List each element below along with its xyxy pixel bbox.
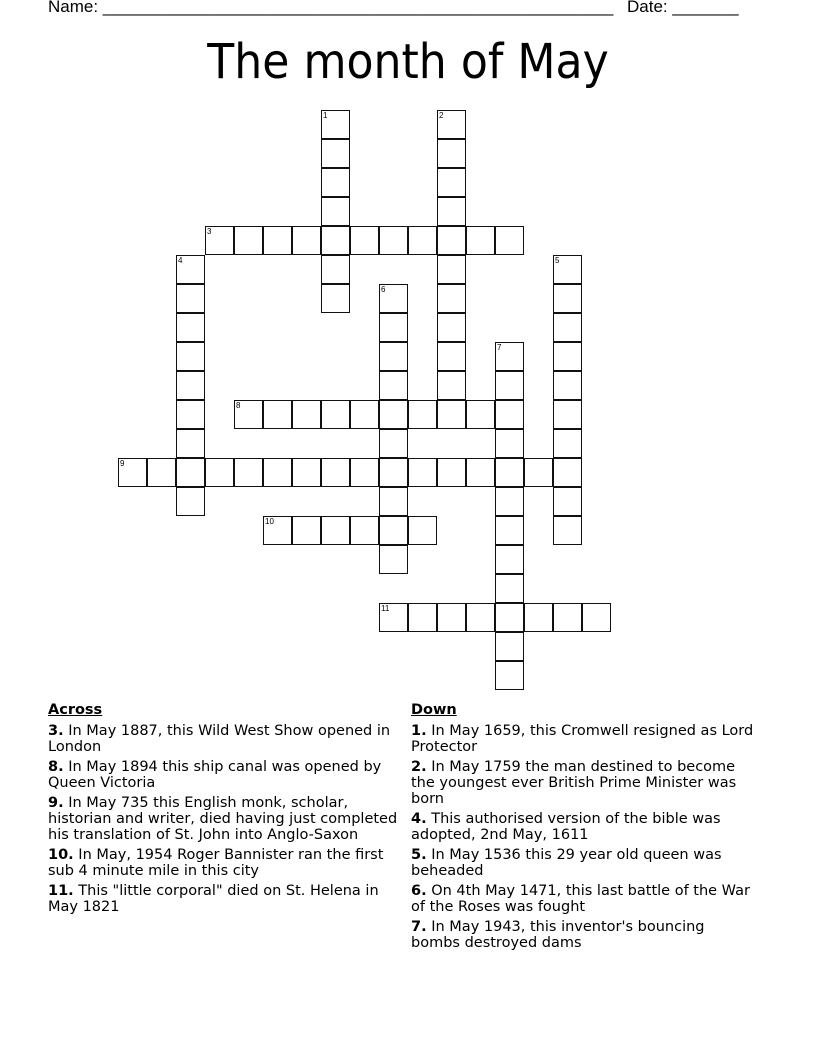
grid-cell[interactable] xyxy=(437,110,466,139)
grid-cell[interactable] xyxy=(321,226,350,255)
clue-across-9 xyxy=(48,795,398,843)
grid-cell[interactable] xyxy=(553,516,582,545)
grid-cell[interactable] xyxy=(437,139,466,168)
clue-number: 4. xyxy=(411,811,427,827)
cell-number: 1 xyxy=(323,111,328,120)
grid-cell[interactable] xyxy=(495,226,524,255)
across-heading: Across xyxy=(48,702,103,718)
cell-number: 3 xyxy=(207,227,212,236)
cell-number: 7 xyxy=(497,343,502,352)
cell-number: 2 xyxy=(439,111,444,120)
grid-cell[interactable] xyxy=(321,255,350,284)
grid-cell[interactable] xyxy=(118,458,147,487)
grid-cell[interactable] xyxy=(321,110,350,139)
grid-cell[interactable] xyxy=(582,603,611,632)
grid-cell[interactable] xyxy=(524,603,553,632)
grid-cell[interactable] xyxy=(437,168,466,197)
grid-cell[interactable] xyxy=(234,226,263,255)
clue-text: In May 735 this English monk, scholar, historian and writer, died having just completed his translation of St. John into Anglo-Saxon xyxy=(48,795,398,843)
grid-cell[interactable] xyxy=(379,429,408,458)
grid-cell[interactable] xyxy=(495,661,524,690)
grid-cell[interactable] xyxy=(437,400,466,429)
grid-cell[interactable] xyxy=(553,458,582,487)
clue-number: 2. xyxy=(411,759,427,775)
clue-number: 11. xyxy=(48,883,74,899)
grid-cell[interactable] xyxy=(553,284,582,313)
grid-cell[interactable] xyxy=(292,400,321,429)
grid-cell[interactable] xyxy=(176,400,205,429)
clue-number: 7. xyxy=(411,919,427,935)
grid-cell[interactable] xyxy=(263,516,292,545)
cell-number: 4 xyxy=(178,256,183,265)
grid-cell[interactable] xyxy=(379,458,408,487)
cell-number: 9 xyxy=(120,459,125,468)
grid-cell[interactable] xyxy=(379,516,408,545)
clue-text: In May 1759 the man destined to become the youngest ever British Prime Minister was born xyxy=(411,759,737,807)
grid-cell[interactable] xyxy=(495,545,524,574)
clue-number: 8. xyxy=(48,759,64,775)
grid-cell[interactable] xyxy=(495,400,524,429)
clue-text: In May 1887, this Wild West Show opened in London xyxy=(48,723,391,755)
grid-cell[interactable] xyxy=(350,516,379,545)
grid-cell[interactable] xyxy=(176,313,205,342)
clue-down-5 xyxy=(411,847,756,879)
grid-cell[interactable] xyxy=(408,458,437,487)
grid-cell[interactable] xyxy=(321,168,350,197)
clue-down-6 xyxy=(411,883,756,915)
across-clues xyxy=(48,701,398,919)
grid-cell[interactable] xyxy=(437,197,466,226)
clue-number: 3. xyxy=(48,723,64,739)
clue-down-1 xyxy=(411,723,756,755)
clue-text: In May, 1954 Roger Bannister ran the first sub 4 minute mile in this city xyxy=(48,847,384,879)
grid-cell[interactable] xyxy=(234,458,263,487)
grid-cell[interactable] xyxy=(379,603,408,632)
grid-cell[interactable] xyxy=(321,284,350,313)
grid-cell[interactable] xyxy=(495,371,524,400)
grid-cell[interactable] xyxy=(176,342,205,371)
grid-cell[interactable] xyxy=(176,429,205,458)
grid-cell[interactable] xyxy=(553,400,582,429)
grid-cell[interactable] xyxy=(205,226,234,255)
grid-cell[interactable] xyxy=(495,516,524,545)
clue-number: 6. xyxy=(411,883,427,899)
grid-cell[interactable] xyxy=(553,487,582,516)
grid-cell[interactable] xyxy=(437,284,466,313)
grid-cell[interactable] xyxy=(437,342,466,371)
grid-cell[interactable] xyxy=(379,400,408,429)
clue-text: In May 1659, this Cromwell resigned as Lord Protector xyxy=(411,723,754,755)
clue-across-11 xyxy=(48,883,398,915)
grid-cell[interactable] xyxy=(466,458,495,487)
grid-cell[interactable] xyxy=(292,458,321,487)
grid-cell[interactable] xyxy=(437,313,466,342)
clue-text: This authorised version of the bible was adopted, 2nd May, 1611 xyxy=(411,811,721,843)
grid-cell[interactable] xyxy=(205,458,234,487)
grid-cell[interactable] xyxy=(379,284,408,313)
grid-cell[interactable] xyxy=(379,487,408,516)
grid-cell[interactable] xyxy=(234,400,263,429)
grid-cell[interactable] xyxy=(553,342,582,371)
grid-cell[interactable] xyxy=(321,400,350,429)
cell-number: 10 xyxy=(265,517,274,526)
grid-cell[interactable] xyxy=(553,603,582,632)
grid-cell[interactable] xyxy=(292,226,321,255)
grid-cell[interactable] xyxy=(408,516,437,545)
clue-across-10 xyxy=(48,847,398,879)
grid-cell[interactable] xyxy=(437,255,466,284)
grid-cell[interactable] xyxy=(495,458,524,487)
clue-text: In May 1536 this 29 year old queen was beheaded xyxy=(411,847,722,879)
grid-cell[interactable] xyxy=(350,458,379,487)
grid-cell[interactable] xyxy=(321,139,350,168)
grid-cell[interactable] xyxy=(350,400,379,429)
grid-cell[interactable] xyxy=(350,226,379,255)
cell-number: 6 xyxy=(381,285,386,294)
grid-cell[interactable] xyxy=(321,197,350,226)
grid-cell[interactable] xyxy=(379,226,408,255)
clue-down-2 xyxy=(411,759,756,807)
grid-cell[interactable] xyxy=(292,516,321,545)
grid-cell[interactable] xyxy=(437,371,466,400)
grid-cell[interactable] xyxy=(263,400,292,429)
grid-cell[interactable] xyxy=(176,371,205,400)
grid-cell[interactable] xyxy=(553,429,582,458)
grid-cell[interactable] xyxy=(379,342,408,371)
grid-cell[interactable] xyxy=(495,632,524,661)
clue-down-4 xyxy=(411,811,756,843)
grid-cell[interactable] xyxy=(437,458,466,487)
name-field[interactable]: Name: ______________________________________________________ xyxy=(48,0,614,16)
grid-cell[interactable] xyxy=(466,400,495,429)
grid-cell[interactable] xyxy=(147,458,176,487)
cell-number: 8 xyxy=(236,401,241,410)
grid-cell[interactable] xyxy=(176,255,205,284)
grid-cell[interactable] xyxy=(524,458,553,487)
grid-cell[interactable] xyxy=(176,284,205,313)
grid-cell[interactable] xyxy=(379,371,408,400)
grid-cell[interactable] xyxy=(263,458,292,487)
clue-down-7 xyxy=(411,919,756,951)
date-field[interactable]: Date: _______ xyxy=(627,0,739,16)
grid-cell[interactable] xyxy=(495,342,524,371)
clue-number: 10. xyxy=(48,847,74,863)
clue-number: 5. xyxy=(411,847,427,863)
grid-cell[interactable] xyxy=(379,545,408,574)
clue-text: In May 1943, this inventor's bouncing bombs destroyed dams xyxy=(411,919,705,951)
grid-cell[interactable] xyxy=(321,516,350,545)
grid-cell[interactable] xyxy=(495,603,524,632)
grid-cell[interactable] xyxy=(495,429,524,458)
down-clues xyxy=(411,701,756,955)
grid-cell[interactable] xyxy=(495,574,524,603)
clue-number: 9. xyxy=(48,795,64,811)
grid-cell[interactable] xyxy=(466,603,495,632)
grid-cell[interactable] xyxy=(495,487,524,516)
clue-text: In May 1894 this ship canal was opened by Queen Victoria xyxy=(48,759,382,791)
grid-cell[interactable] xyxy=(263,226,292,255)
grid-cell[interactable] xyxy=(553,313,582,342)
cell-number: 5 xyxy=(555,256,560,265)
clue-across-3 xyxy=(48,723,398,755)
grid-cell[interactable] xyxy=(379,313,408,342)
grid-cell[interactable] xyxy=(408,400,437,429)
clue-text: On 4th May 1471, this last battle of the War of the Roses was fought xyxy=(411,883,750,915)
clue-across-8 xyxy=(48,759,398,791)
clue-text: This "little corporal" died on St. Helena in May 1821 xyxy=(48,883,379,915)
grid-cell[interactable] xyxy=(321,458,350,487)
grid-cell[interactable] xyxy=(408,226,437,255)
clue-number: 1. xyxy=(411,723,427,739)
grid-cell[interactable] xyxy=(437,226,466,255)
grid-cell[interactable] xyxy=(437,603,466,632)
grid-cell[interactable] xyxy=(466,226,495,255)
grid-cell[interactable] xyxy=(408,603,437,632)
grid-cell[interactable] xyxy=(176,487,205,516)
page-title: The month of May xyxy=(207,34,609,90)
cell-number: 11 xyxy=(381,604,390,613)
down-heading: Down xyxy=(411,702,457,718)
grid-cell[interactable] xyxy=(553,371,582,400)
grid-cell[interactable] xyxy=(176,458,205,487)
grid-cell[interactable] xyxy=(553,255,582,284)
